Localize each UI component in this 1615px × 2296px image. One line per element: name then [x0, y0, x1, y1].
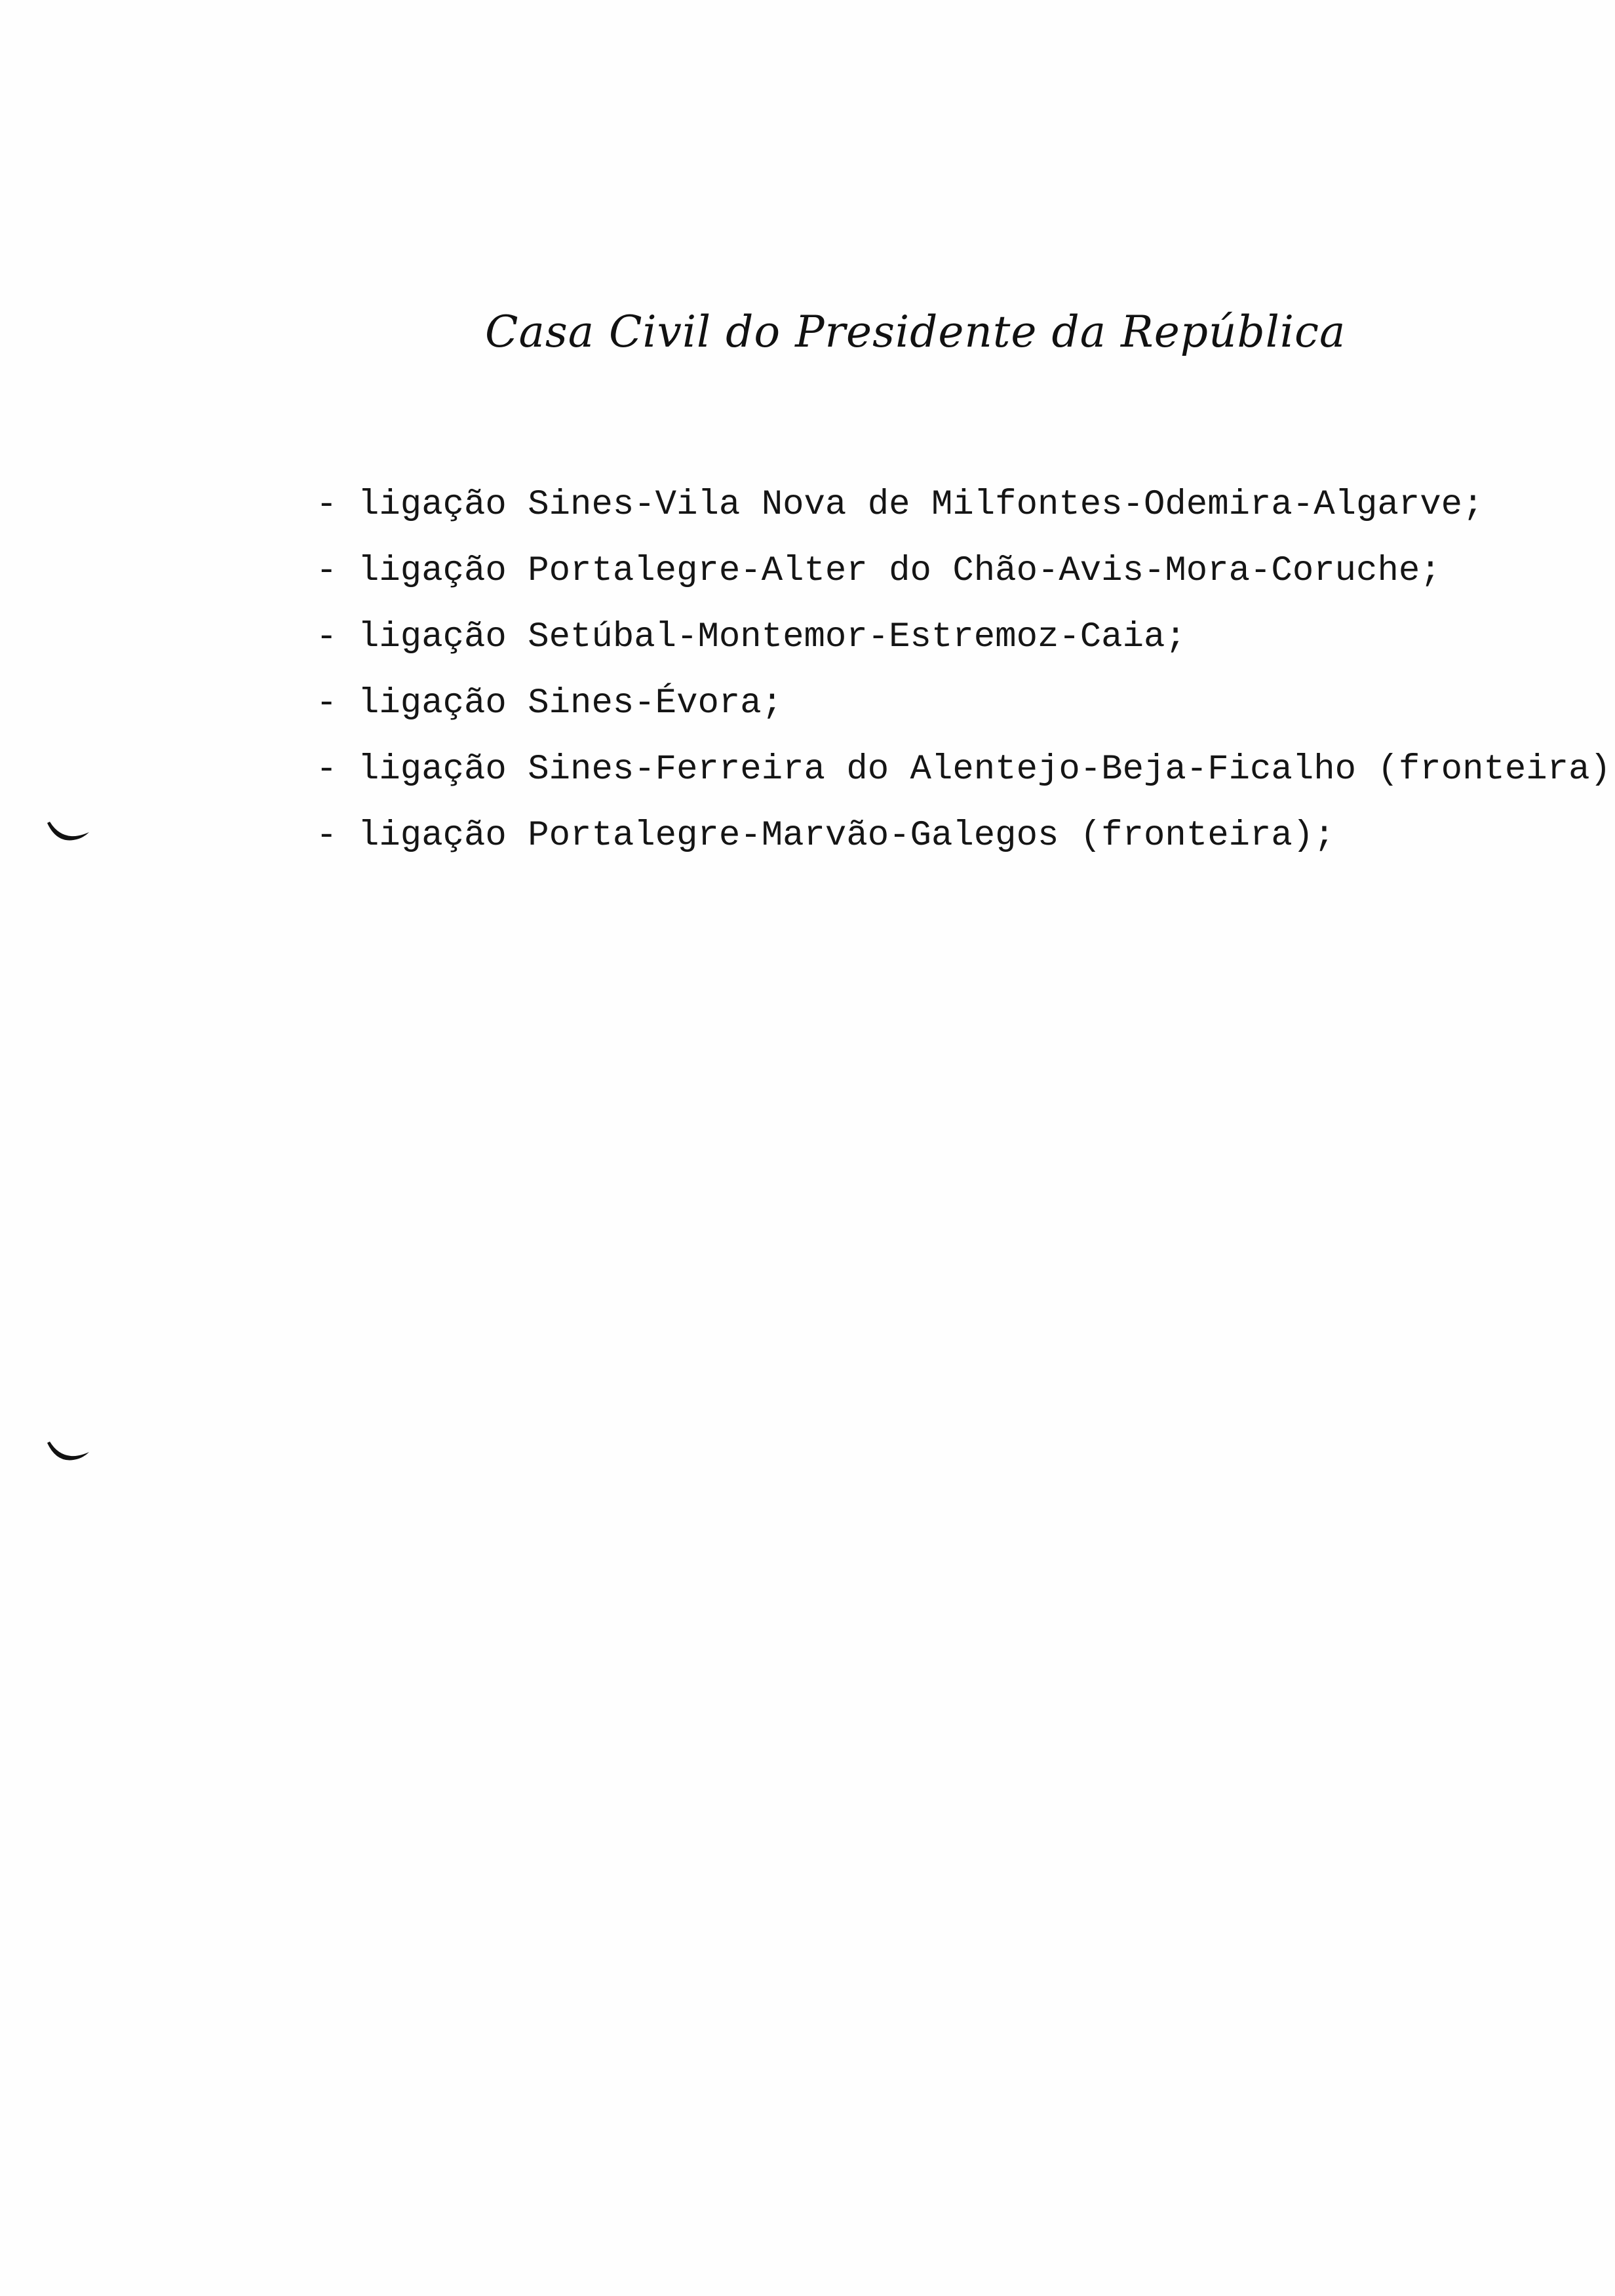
list-bullet: -	[316, 683, 338, 723]
list-item	[316, 814, 1611, 881]
list-bullet: -	[316, 485, 338, 525]
list-item	[316, 484, 1611, 550]
punch-hole-mark	[45, 1439, 92, 1465]
punch-hole-mark	[45, 819, 92, 845]
list-bullet: -	[316, 551, 338, 591]
list-item	[316, 748, 1611, 814]
list-item-text: ligação Portalegre-Alter do Chão-Avis-Mora-Coruche;	[358, 551, 1441, 591]
list-item-text: ligação Setúbal-Montemor-Estremoz-Caia;	[358, 617, 1186, 657]
route-list	[316, 484, 1611, 881]
list-item	[316, 616, 1611, 682]
list-item	[316, 682, 1611, 748]
list-item-text: ligação Sines-Évora;	[358, 683, 783, 723]
list-item-text: ligação Sines-Ferreira do Alentejo-Beja-Ficalho (fronteira)	[358, 750, 1611, 790]
list-item-text: ligação Portalegre-Marvão-Galegos (fronteira);	[358, 816, 1335, 856]
list-item	[316, 550, 1611, 616]
list-item-text: ligação Sines-Vila Nova de Milfontes-Odemira-Algarve;	[358, 485, 1484, 525]
list-bullet: -	[316, 816, 338, 856]
list-bullet: -	[316, 617, 338, 657]
list-bullet: -	[316, 750, 338, 790]
letterhead-title: Casa Civil do Presidente da República	[485, 307, 1346, 357]
